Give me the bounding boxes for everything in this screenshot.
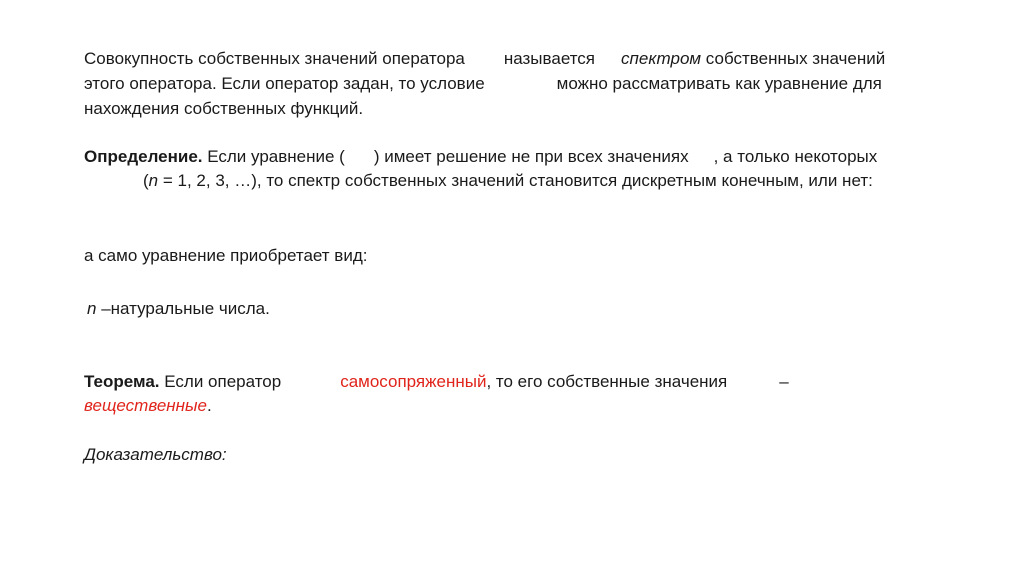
- theorem-period: .: [206, 396, 212, 415]
- para1-text-b: называется: [503, 49, 596, 68]
- para1-text-a: Совокупность собственных значений оператора: [84, 49, 465, 68]
- para1-text-e: этого оператора. Если оператор задан, то условие: [84, 74, 485, 93]
- real-term: вещественные: [84, 396, 207, 415]
- definition-line2: [143, 170, 873, 192]
- equation-caption-text: а само уравнение приобретает вид:: [84, 246, 368, 265]
- definition-text-c: , а только некоторых: [713, 147, 878, 166]
- theorem-line1: [84, 371, 789, 393]
- equation-caption: [84, 245, 367, 267]
- spectrum-term: спектром: [621, 49, 702, 68]
- para1-text-f: можно рассматривать как уравнение для: [556, 74, 882, 93]
- para1-text-d: собственных значений: [701, 49, 886, 68]
- proof-text: Доказательство:: [84, 445, 227, 464]
- definition-line1: [84, 146, 877, 168]
- self-adjoint-term: самосопряженный: [340, 372, 487, 391]
- para1-line2: [84, 73, 882, 95]
- definition-n: n: [148, 171, 159, 190]
- proof-label: [84, 444, 227, 466]
- theorem-text-c: , то его собственные значения: [486, 372, 728, 391]
- definition-text-a: Если уравнение (: [202, 147, 345, 166]
- theorem-label: Теорема.: [84, 372, 160, 391]
- definition-text-b: ) имеет решение не при всех значениях: [373, 147, 689, 166]
- n-caption: [87, 298, 270, 320]
- para1-line3: [84, 98, 363, 120]
- para1-line1: [84, 48, 885, 70]
- definition-text-d: (: [143, 171, 149, 190]
- para1-text-g: нахождения собственных функций.: [84, 99, 364, 118]
- n-symbol: n: [87, 299, 97, 318]
- theorem-text-a: Если оператор: [159, 372, 282, 391]
- definition-label: Определение.: [84, 147, 203, 166]
- n-caption-text: –натуральные числа.: [96, 299, 270, 318]
- theorem-dash: –: [779, 372, 789, 391]
- definition-text-e: = 1, 2, 3, …), то спектр собственных значений становится дискретным конечным, или нет:: [158, 171, 873, 190]
- theorem-line2: [84, 395, 212, 417]
